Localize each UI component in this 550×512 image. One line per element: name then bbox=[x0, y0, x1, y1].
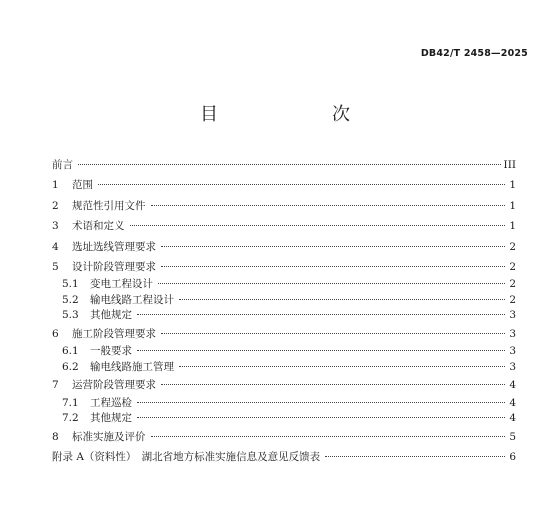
toc-entry[interactable] bbox=[52, 175, 516, 195]
toc-entry[interactable] bbox=[52, 396, 516, 412]
page-title: 目 次 bbox=[200, 104, 376, 125]
toc-entry[interactable] bbox=[52, 308, 516, 324]
toc-leader-dots bbox=[137, 417, 505, 418]
toc-entry-number: 6.2 bbox=[62, 360, 79, 373]
toc-leader-dots bbox=[137, 350, 505, 351]
toc-entry[interactable] bbox=[52, 155, 516, 175]
toc-entry[interactable] bbox=[52, 411, 516, 427]
table-of-contents bbox=[52, 155, 516, 467]
toc-entry-number: 3 bbox=[52, 220, 59, 233]
toc-entry-number: 7.1 bbox=[62, 396, 79, 409]
toc-entry[interactable] bbox=[52, 427, 516, 447]
toc-leader-dots bbox=[151, 205, 506, 206]
toc-leader-dots bbox=[161, 384, 505, 385]
toc-entry-label: 选址选线管理要求 bbox=[72, 240, 156, 253]
toc-entry-label: 其他规定 bbox=[90, 412, 132, 425]
toc-leader-dots bbox=[161, 246, 505, 247]
toc-leader-dots bbox=[158, 283, 505, 284]
toc-leader-dots bbox=[161, 266, 505, 267]
toc-entry-number: 4 bbox=[52, 240, 59, 253]
toc-leader-dots bbox=[325, 456, 505, 457]
toc-entry[interactable] bbox=[52, 293, 516, 309]
toc-entry-number: 5.3 bbox=[62, 309, 79, 322]
toc-entry[interactable] bbox=[52, 324, 516, 344]
toc-entry[interactable] bbox=[52, 216, 516, 236]
toc-leader-dots bbox=[179, 299, 505, 300]
toc-entry-page: 2 bbox=[509, 240, 516, 253]
toc-leader-dots bbox=[78, 164, 501, 165]
toc-entry[interactable] bbox=[52, 196, 516, 216]
toc-entry-number: 2 bbox=[52, 199, 59, 212]
toc-entry[interactable] bbox=[52, 344, 516, 360]
toc-entry-number: 7 bbox=[52, 379, 59, 392]
toc-entry-label: 前言 bbox=[52, 159, 73, 171]
toc-entry-number: 7.2 bbox=[62, 412, 79, 425]
toc-leader-dots bbox=[98, 184, 505, 185]
toc-entry[interactable] bbox=[52, 277, 516, 293]
toc-entry-page: 1 bbox=[509, 199, 516, 212]
toc-entry-page: 1 bbox=[509, 179, 516, 192]
toc-entry-number: 5.1 bbox=[62, 278, 79, 291]
toc-entry-page: 2 bbox=[509, 278, 516, 291]
toc-entry-page: 5 bbox=[509, 430, 516, 443]
toc-entry-number: 8 bbox=[52, 430, 59, 443]
toc-entry-label: 其他规定 bbox=[90, 309, 132, 322]
toc-entry-label: 输电线路施工管理 bbox=[90, 360, 174, 373]
toc-entry[interactable] bbox=[52, 237, 516, 257]
toc-leader-dots bbox=[137, 314, 505, 315]
toc-entry[interactable] bbox=[52, 360, 516, 376]
toc-entry-label: 范围 bbox=[72, 179, 93, 192]
toc-entry-label: 附录 A（资料性） 湖北省地方标准实施信息及意见反馈表 bbox=[52, 451, 321, 464]
toc-leader-dots bbox=[137, 402, 505, 403]
toc-entry-label: 设计阶段管理要求 bbox=[72, 260, 156, 273]
toc-entry[interactable] bbox=[52, 447, 516, 467]
toc-entry-number: 1 bbox=[52, 179, 59, 192]
doc-code: DB42/T 2458—2025 bbox=[420, 48, 528, 59]
toc-entry[interactable] bbox=[52, 375, 516, 395]
toc-entry-number: 5 bbox=[52, 260, 59, 273]
toc-entry-label: 施工阶段管理要求 bbox=[72, 327, 156, 340]
toc-entry-number: 5.2 bbox=[62, 293, 79, 306]
toc-leader-dots bbox=[179, 366, 505, 367]
toc-entry-page: 3 bbox=[509, 309, 516, 322]
toc-entry-label: 输电线路工程设计 bbox=[90, 293, 174, 306]
toc-entry-label: 变电工程设计 bbox=[90, 278, 153, 291]
toc-entry-page: 3 bbox=[509, 327, 516, 340]
toc-entry-label: 术语和定义 bbox=[72, 220, 125, 233]
toc-entry-page: 4 bbox=[509, 412, 516, 425]
toc-entry-page: 3 bbox=[509, 345, 516, 358]
toc-entry-page: 2 bbox=[509, 293, 516, 306]
toc-entry-page: III bbox=[503, 159, 516, 171]
toc-entry-page: 2 bbox=[509, 260, 516, 273]
toc-entry-page: 6 bbox=[509, 451, 516, 464]
toc-entry-label: 工程巡检 bbox=[90, 396, 132, 409]
toc-entry-page: 3 bbox=[509, 360, 516, 373]
toc-entry-label: 一般要求 bbox=[90, 345, 132, 358]
toc-entry[interactable] bbox=[52, 257, 516, 277]
toc-entry-label: 规范性引用文件 bbox=[72, 199, 146, 212]
toc-entry-number: 6 bbox=[52, 327, 59, 340]
toc-entry-label: 标准实施及评价 bbox=[72, 430, 146, 443]
toc-leader-dots bbox=[151, 436, 506, 437]
toc-entry-page: 4 bbox=[509, 396, 516, 409]
toc-entry-label: 运营阶段管理要求 bbox=[72, 379, 156, 392]
toc-leader-dots bbox=[161, 333, 505, 334]
toc-entry-page: 1 bbox=[509, 220, 516, 233]
toc-entry-number: 6.1 bbox=[62, 345, 79, 358]
toc-leader-dots bbox=[130, 225, 506, 226]
toc-entry-page: 4 bbox=[509, 379, 516, 392]
